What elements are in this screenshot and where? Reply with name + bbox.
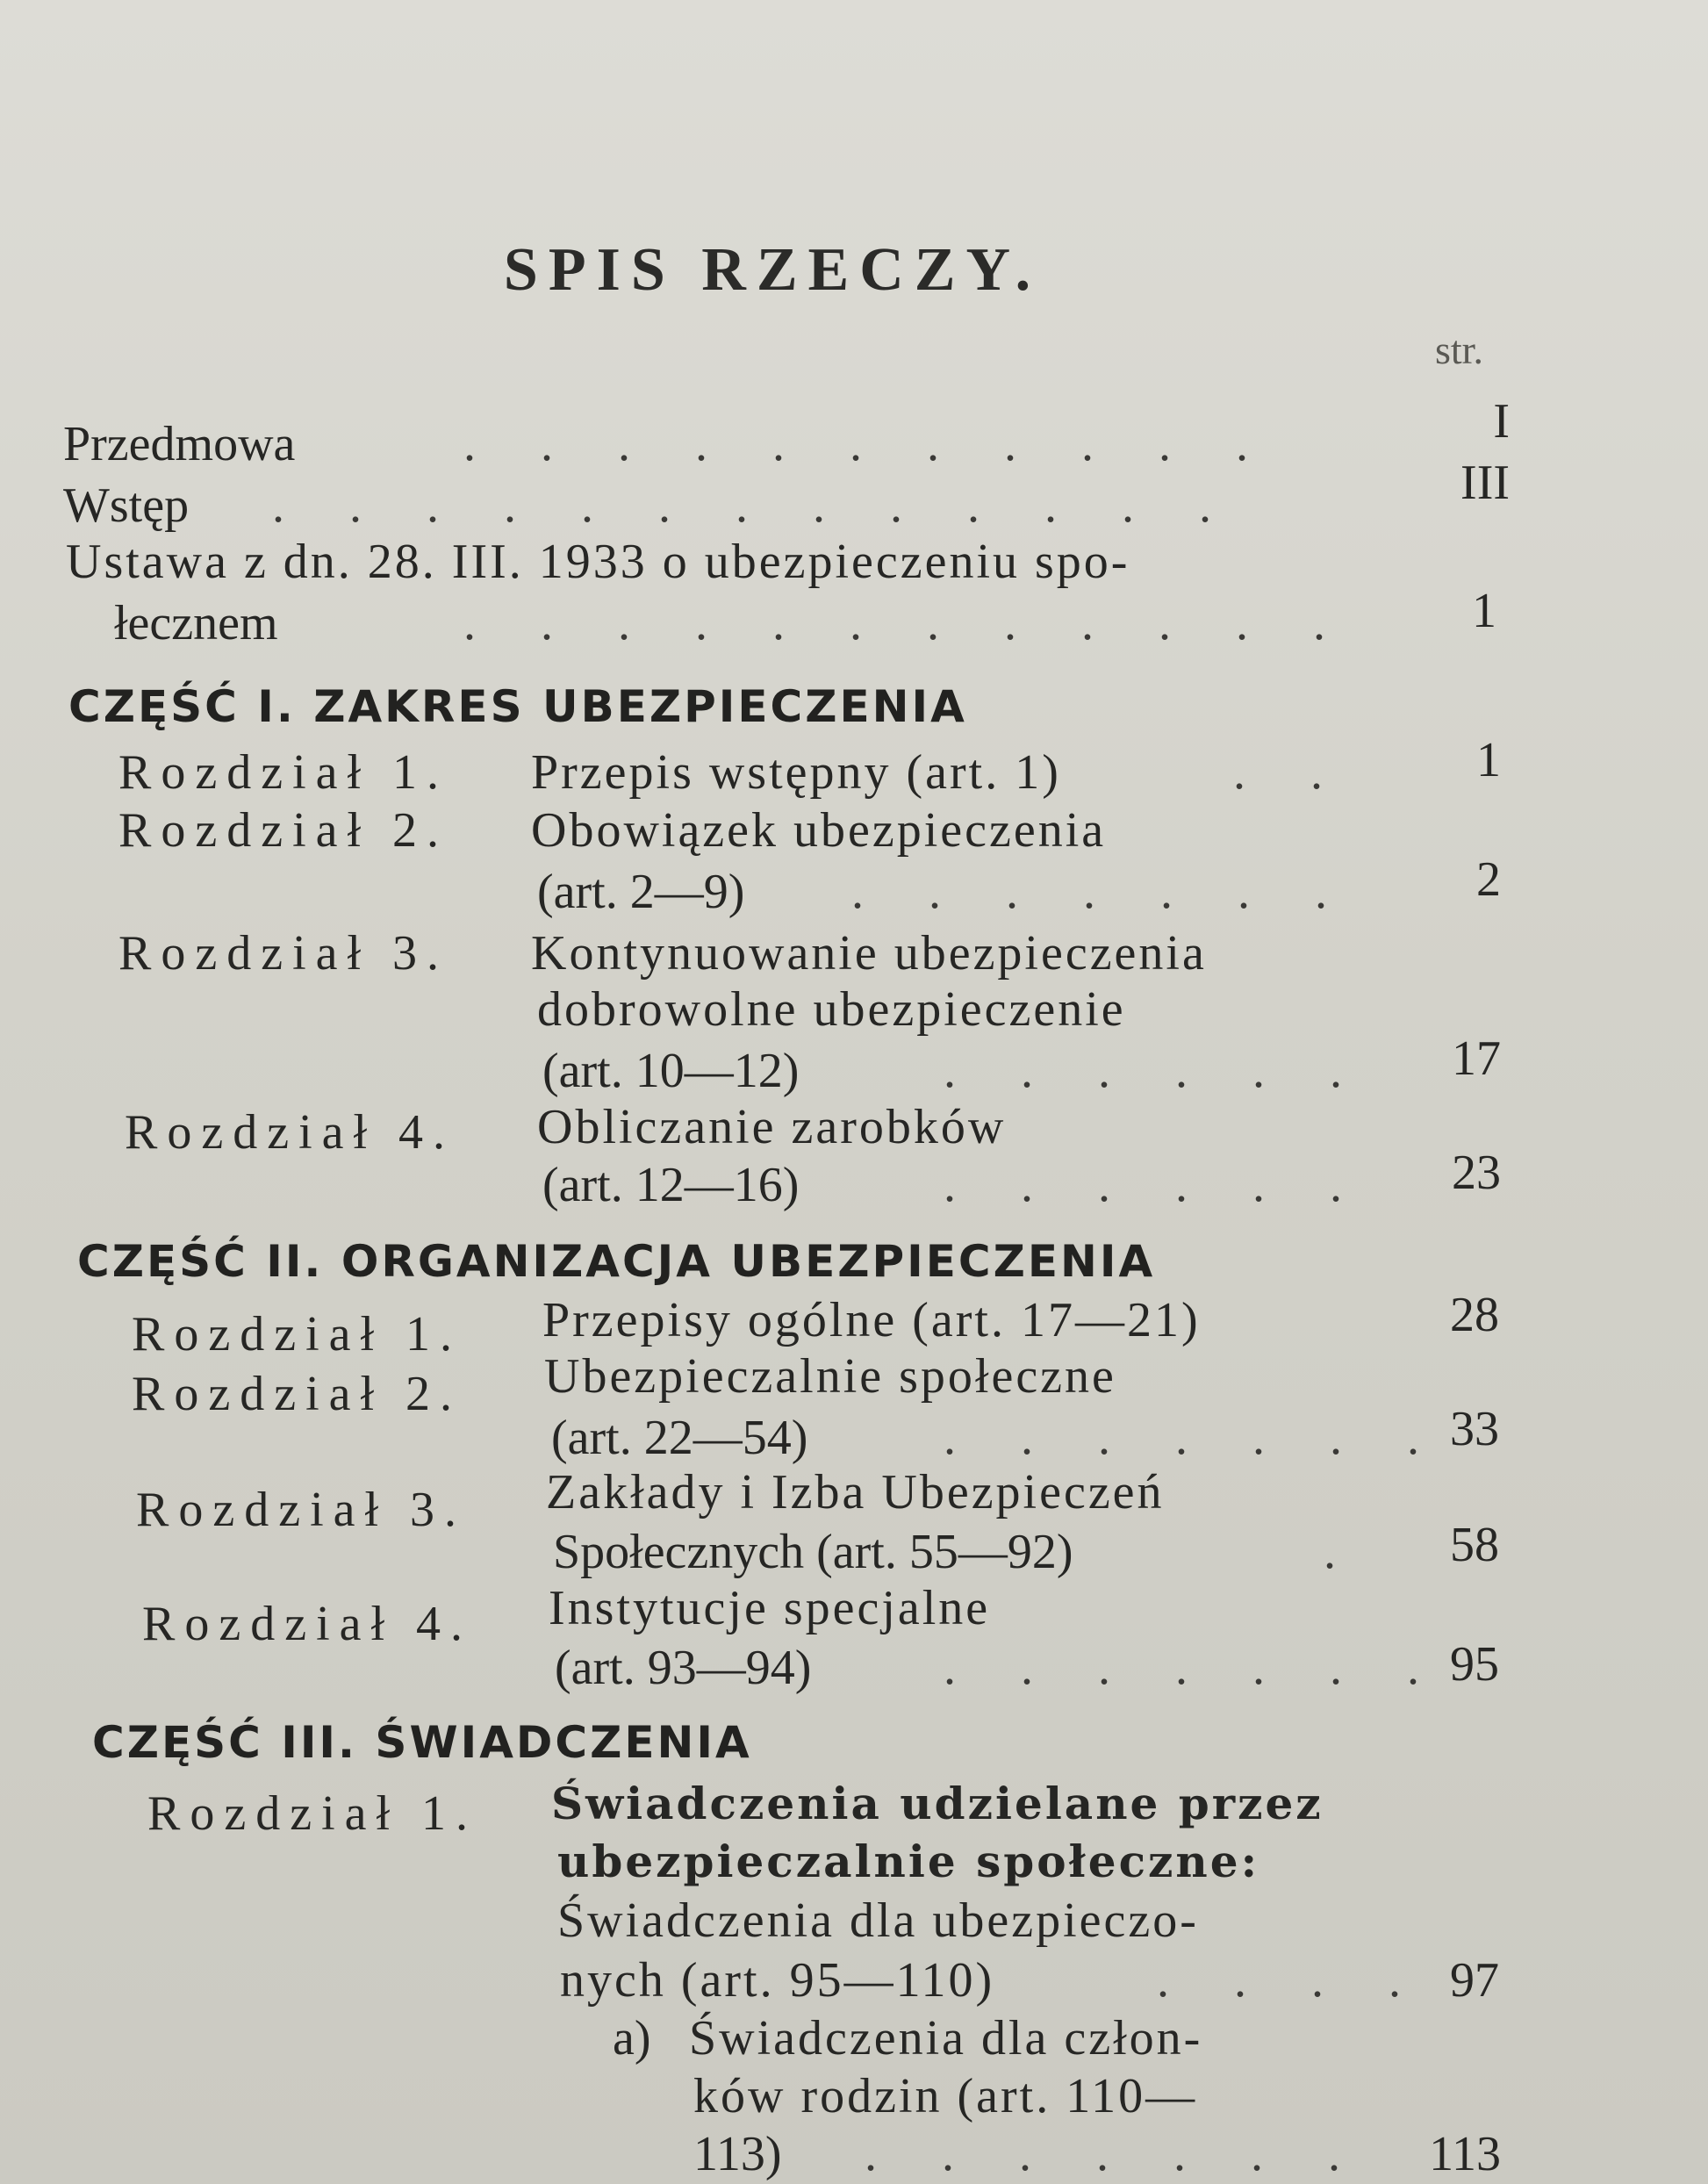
chapter-title-cont: (art. 10—12) — [542, 1044, 800, 1098]
page-number: 17 — [1452, 1031, 1501, 1086]
chapter-title-cont: (art. 2—9) — [537, 865, 745, 919]
leader-dots: . . — [1233, 745, 1349, 800]
page-number: 97 — [1450, 1953, 1499, 2008]
chapter-label: Rozdział 1. — [132, 1307, 463, 1361]
toc-entry-przedmowa: Przedmowa — [63, 417, 296, 471]
leader-dots: . . . . . . . — [944, 1641, 1446, 1695]
chapter-title: Obliczanie zarobków — [537, 1100, 1007, 1154]
chapter-label: Rozdział 4. — [142, 1597, 473, 1651]
toc-entry-wstep: Wstęp — [63, 478, 190, 533]
subsection-title-cont: ków rodzin (art. 110— — [693, 2069, 1198, 2123]
section-title: Świadczenia dla ubezpieczo- — [557, 1893, 1199, 1948]
chapter-title-cont: ubezpieczalnie społeczne: — [557, 1836, 1260, 1887]
chapter-title: Przepis wstępny (art. 1) — [531, 745, 1061, 800]
chapter-title-cont: (art. 22—54) — [551, 1411, 808, 1465]
subsection-title: Świadczenia dla człon- — [689, 2011, 1203, 2065]
page-title: SPIS RZECZY. — [503, 236, 1042, 304]
page-number: I — [1493, 394, 1510, 449]
page-number: 95 — [1450, 1637, 1499, 1692]
page-number: 33 — [1450, 1402, 1499, 1456]
leader-dots: . — [1324, 1525, 1362, 1579]
page-number: 2 — [1476, 852, 1501, 907]
part-heading: CZĘŚĆ I. ZAKRES UBEZPIECZENIA — [68, 681, 967, 732]
leader-dots: . . . . . . . — [865, 2127, 1367, 2181]
section-title-cont: nych (art. 95—110) — [560, 1953, 995, 2008]
chapter-title-cont: (art. 12—16) — [542, 1158, 800, 1212]
chapter-title: Zakłady i Izba Ubezpieczeń — [546, 1465, 1165, 1519]
page-number: III — [1460, 456, 1510, 510]
chapter-title-cont: (art. 93—94) — [555, 1641, 812, 1695]
leader-dots: . . . . . . . — [851, 865, 1353, 919]
chapter-title-cont: Społecznych (art. 55—92) — [553, 1525, 1073, 1579]
leader-dots: . . . . — [1157, 1953, 1427, 2008]
leader-dots: . . . . . . . — [944, 1411, 1446, 1465]
chapter-label: Rozdział 3. — [118, 926, 449, 981]
leader-dots: . . . . . . . . . . . . . — [272, 478, 1238, 533]
part-heading: CZĘŚĆ II. ORGANIZACJA UBEZPIECZENIA — [77, 1236, 1156, 1287]
chapter-title: Świadczenia udzielane przez — [551, 1778, 1324, 1829]
subsection-marker: a) — [613, 2011, 651, 2065]
chapter-label: Rozdział 1. — [118, 745, 449, 800]
subsection-title-cont: 113) — [693, 2127, 782, 2181]
chapter-title: Przepisy ogólne (art. 17—21) — [542, 1293, 1201, 1347]
leader-dots: . . . . . . — [944, 1158, 1368, 1212]
part-heading: CZĘŚĆ III. ŚWIADCZENIA — [92, 1717, 752, 1768]
chapter-label: Rozdział 2. — [132, 1367, 463, 1421]
chapter-title: Instytucje specjalne — [549, 1581, 991, 1635]
page-number: 113 — [1429, 2127, 1501, 2181]
leader-dots: . . . . . . — [944, 1044, 1368, 1098]
leader-dots: . . . . . . . . . . . . — [463, 596, 1352, 650]
page-number: 1 — [1472, 584, 1496, 638]
chapter-label: Rozdział 1. — [147, 1786, 478, 1841]
chapter-title-cont: dobrowolne ubezpieczenie — [537, 982, 1126, 1037]
page-number: 23 — [1452, 1146, 1501, 1200]
page-number: 58 — [1450, 1518, 1499, 1572]
chapter-title: Ubezpieczalnie społeczne — [544, 1349, 1116, 1404]
leader-dots: . . . . . . . . . . . — [463, 417, 1274, 471]
chapter-label: Rozdział 2. — [118, 803, 449, 858]
chapter-title: Obowiązek ubezpieczenia — [531, 803, 1107, 858]
page-number: 28 — [1450, 1288, 1499, 1342]
chapter-label: Rozdział 3. — [136, 1483, 467, 1537]
toc-entry-ustawa: Ustawa z dn. 28. III. 1933 o ubezpieczeniu spo- — [66, 535, 1130, 589]
page-number: 1 — [1476, 733, 1501, 787]
page-column-label: str. — [1435, 327, 1483, 372]
chapter-title: Kontynuowanie ubezpieczenia — [531, 926, 1207, 981]
toc-entry-ustawa-cont: łecznem — [114, 596, 278, 650]
chapter-label: Rozdział 4. — [125, 1105, 456, 1160]
